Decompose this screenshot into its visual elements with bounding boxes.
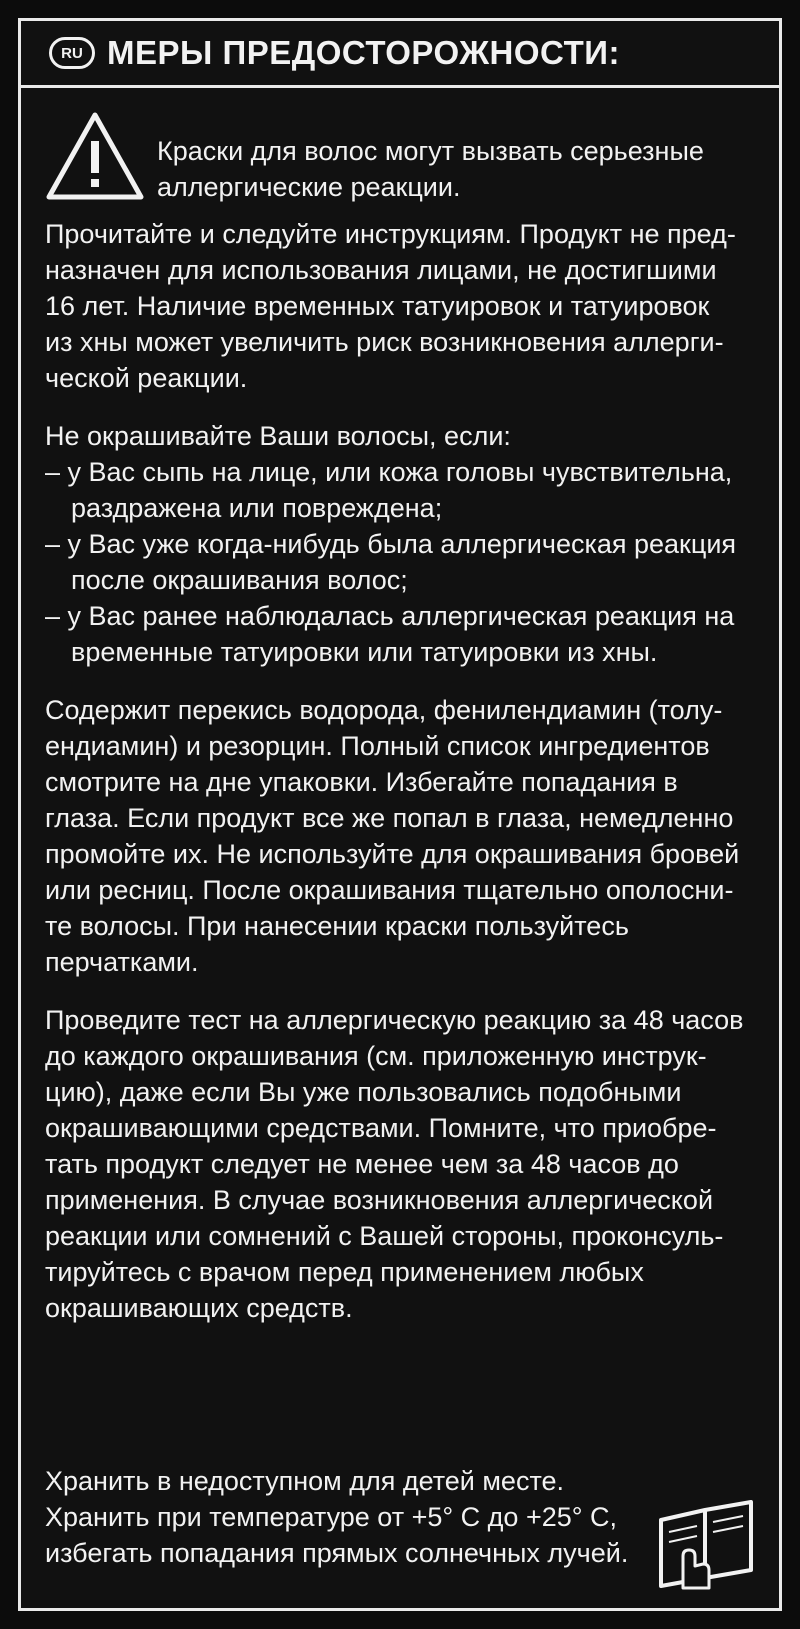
text-line: цию), даже если Вы уже пользовались подобными xyxy=(45,1077,682,1107)
text-line: Проведите тест на аллергическую реакцию за 48 часов xyxy=(45,1005,744,1035)
list-item xyxy=(45,526,767,598)
paragraph-ingredients xyxy=(45,692,767,980)
text-line: окрашивающими средствами. Помните, что приобре- xyxy=(45,1113,717,1143)
text-line: до каждого окрашивания (см. приложенную инструк- xyxy=(45,1041,707,1071)
warning-triangle-icon xyxy=(45,111,145,201)
text-line: ендиамин) и резорцин. Полный список ингредиентов xyxy=(45,731,710,761)
page-title: МЕРЫ ПРЕДОСТОРОЖНОСТИ: xyxy=(107,34,620,71)
text-line: Содержит перекись водорода, фенилендиамин (толу- xyxy=(45,695,723,725)
warning-row xyxy=(21,91,779,201)
text-line: из хны может увеличить риск возникновения аллерги- xyxy=(45,327,724,357)
text-line: – у Вас уже когда-нибудь была аллергическая реакция xyxy=(45,529,737,559)
text-line: ческой реакции. xyxy=(45,363,248,393)
text-line: – у Вас ранее наблюдалась аллергическая реакция на xyxy=(45,601,735,631)
text-line: назначен для использования лицами, не достигшими xyxy=(45,255,717,285)
text-line: Прочитайте и следуйте инструкциям. Продукт не пред- xyxy=(45,219,736,249)
paragraph-do-not-dye xyxy=(45,418,767,670)
text-line: 16 лет. Наличие временных татуировок и татуировок xyxy=(45,291,710,321)
paragraph-allergy-test xyxy=(45,1002,767,1326)
text-line: временные татуировки или татуировки из хны. xyxy=(71,637,658,667)
language-badge: RU xyxy=(49,37,95,69)
text-line: Хранить в недоступном для детей месте. xyxy=(45,1466,565,1496)
text-line: Хранить при температуре от +5° С до +25° С, xyxy=(45,1502,618,1532)
text-line: тируйтесь с врачом перед применением любых xyxy=(45,1257,644,1287)
list-item xyxy=(45,598,767,670)
text-line: Не окрашивайте Ваши волосы, если: xyxy=(45,421,511,451)
storage-instructions xyxy=(45,1463,628,1571)
text-line: промойте их. Не используйте для окрашивания бровей xyxy=(45,839,740,869)
list-item xyxy=(45,454,767,526)
text-line: глаза. Если продукт все же попал в глаза, немедленно xyxy=(45,803,734,833)
precautions-panel xyxy=(18,18,782,1611)
header xyxy=(21,21,779,88)
body-text xyxy=(45,216,767,1326)
text-line: тать продукт следует не менее чем за 48 часов до xyxy=(45,1149,679,1179)
text-line: смотрите на дне упаковки. Избегайте попадания в xyxy=(45,767,678,797)
text-line: – у Вас сыпь на лице, или кожа головы чувствительна, xyxy=(45,457,733,487)
warning-text xyxy=(157,133,704,205)
text-line: те волосы. При нанесении краски пользуйтесь xyxy=(45,911,629,941)
text-line: перчатками. xyxy=(45,947,199,977)
warning-line: аллергические реакции. xyxy=(157,172,461,202)
read-instructions-book-icon xyxy=(653,1492,763,1592)
text-line: раздражена или повреждена; xyxy=(71,493,443,523)
warning-line: Краски для волос могут вызвать серьезные xyxy=(157,136,704,166)
text-line: применения. В случае возникновения аллергической xyxy=(45,1185,714,1215)
text-line: реакции или сомнений с Вашей стороны, проконсуль- xyxy=(45,1221,724,1251)
text-line: избегать попадания прямых солнечных лучей. xyxy=(45,1538,629,1568)
text-line: после окрашивания волос; xyxy=(71,565,408,595)
text-line: окрашивающих средств. xyxy=(45,1293,353,1323)
paragraph-instructions xyxy=(45,216,767,396)
text-line: или ресниц. После окрашивания тщательно ополосни- xyxy=(45,875,734,905)
